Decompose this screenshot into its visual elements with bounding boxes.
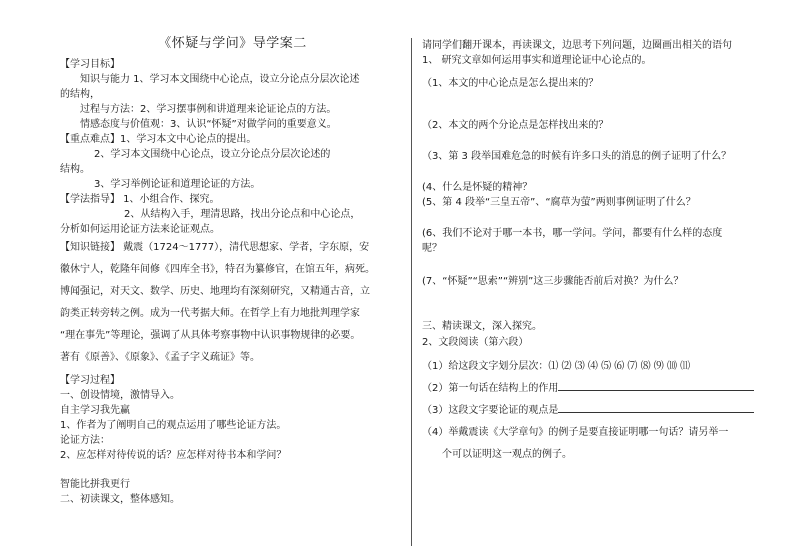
knowledge-link-4: 韵类正转旁转之例。成为一代考据大师。在哲学上有力地批判理学家 [60,308,360,319]
focus-item-3: 3、学习举例论证和道理论证的方法。 [94,179,261,190]
question-3: （3、第 3 段举国难危急的时候有许多口头的消息的例子证明了什么？ [422,151,732,162]
smart-heading: 智能比拼我更行 [60,479,130,490]
passage-reading-heading: 2、文段阅读（第六段） [422,337,529,348]
step-two: 二、初读课文，整体感知。 [60,494,180,505]
knowledge-link-5: “理在事先”等理论，强调了从具体考察事物中认识事物规律的必要。 [60,330,361,341]
passage-q4-cont: 个可以证明这一观点的例子。 [442,449,572,460]
method-item-2-cont: 分析如何运用论证方法来论证观点。 [60,224,220,235]
focus-header: 【重点难点】1、学习本文中心论点的提出。 [60,134,257,145]
question-6: (6、我们不论对于哪一本书，哪一学问。学问，都要有什么样的态度 [422,228,723,239]
process-header: 【学习过程】 [60,375,120,386]
goals-header: 【学习目标】 [60,59,120,70]
right-column [422,38,767,466]
question-6-cont: 呢？ [422,243,442,254]
focus-item-2: 2、学习本文围绕中心论点，设立分论点分层次论述的 [94,149,331,160]
step-three: 三、精读课文，深入探究。 [422,321,542,332]
instruction-sub: 1、 研究文章如何运用事实和道理论证中心论点的。 [422,55,652,66]
passage-q2-row [422,378,767,400]
instruction: 请同学们翻开课本，再读课文，边思考下列问题，边圈画出相关的语句 [422,40,732,51]
question-7: (7、“怀疑”“思索”“辨别”这三步骤能否前后对换？为什么？ [422,276,684,287]
column-divider [411,38,412,546]
method-header: 【学法指导】 1、小组合作、探究。 [60,194,220,205]
question-4: (4、什么是怀疑的精神？ [422,182,533,193]
knowledge-link-3: 博闻强记，对天文、数学、历史、地理均有深刻研究，又精通古音，立 [60,286,370,297]
goal-attitude: 情感态度与价值观：3、认识“怀疑”对做学问的重要意义。 [80,119,337,130]
goal-knowledge: 知识与能力 1、学习本文围绕中心论点，设立分论点分层次论述 [80,74,360,85]
step-one: 一、创设情境，激情导入。 [60,390,180,401]
passage-q3-row [422,400,767,422]
method-item-2: 2、从结构入手，理清思路，找出分论点和中心论点， [124,209,361,220]
passage-q1: （1）给这段文字划分层次：⑴ ⑵ ⑶ ⑷ ⑸ ⑹ ⑺ ⑻ ⑼ ⑽ ⑾ [422,361,691,372]
left-column [60,32,405,507]
question-5: (5、第 4 段举“三皇五帝”、“腐草为萤”两则事例证明了什么？ [422,197,696,208]
passage-q4: （4）举戴震读《大学章句》的例子是要直接证明哪一句话？请另举一 [422,427,729,438]
self-study-q1: 1、作者为了阐明自己的观点运用了哪些论证方法。 [60,420,287,431]
focus-item-2-cont: 结构。 [60,164,90,175]
question-2: （2、本文的两个分论点是怎样找出来的？ [422,120,609,131]
answer-blank-3[interactable] [558,401,754,413]
answer-blank-2[interactable] [558,379,754,391]
passage-q2: （2）第一句话在结构上的作用 [422,383,559,394]
question-1: （1、本文的中心论点是怎么提出来的？ [422,78,599,89]
self-study-heading: 自主学习我先赢 [60,405,130,416]
goal-process: 过程与方法：2、学习摆事例和讲道理来论证论点的方法。 [80,104,337,115]
goal-knowledge-cont: 的结构， [60,89,100,100]
self-study-q2: 2、应怎样对待传说的话？应怎样对待书本和学问？ [60,450,287,461]
knowledge-link-2: 徽休宁人，乾隆年间修《四库全书》，特召为纂修官，在馆五年，病死。 [60,264,375,275]
knowledge-link-6: 著有《原善》、《原象》、《孟子字义疏证》等。 [60,352,260,363]
method-label: 论证方法： [60,435,110,446]
page-title: 《怀疑与学问》导学案二 [158,36,307,51]
passage-q3: （3）这段文字要论证的观点是 [422,405,559,416]
knowledge-link-1: 【知识链接】 戴震（1724～1777），清代思想家、学者，字东原，安 [60,242,370,253]
